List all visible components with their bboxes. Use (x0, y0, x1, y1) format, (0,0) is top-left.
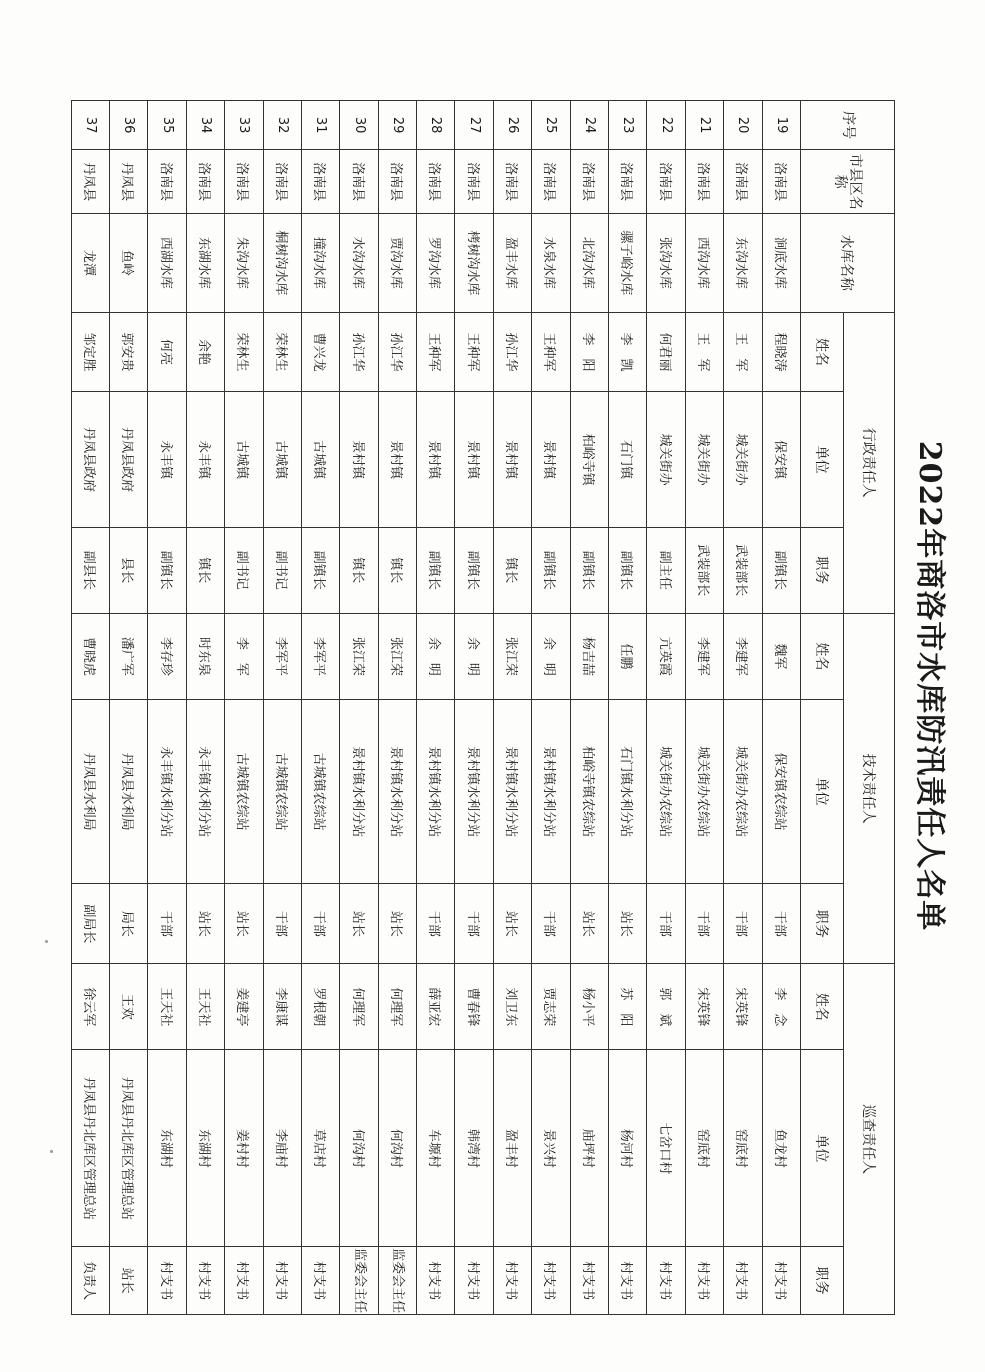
cell-patrol-position: 村支书 (455, 1247, 493, 1315)
cell-admin-position: 副镇长 (609, 527, 647, 613)
table-row (340, 101, 378, 1315)
cell-tech-unit: 古城镇农综站 (263, 699, 301, 883)
cell-seq: 22 (647, 101, 685, 150)
cell-reservoir: 东沟水库 (724, 214, 762, 312)
cell-patrol-name: 王天社 (186, 964, 224, 1050)
cell-patrol-name: 李 念 (762, 964, 800, 1050)
cell-admin-name: 孙江华 (378, 312, 416, 392)
cell-admin-name: 王种军 (417, 312, 455, 392)
cell-patrol-name: 姜建亭 (225, 964, 263, 1050)
table-row (263, 101, 301, 1315)
cell-patrol-unit: 东湖村 (148, 1050, 186, 1247)
cell-tech-unit: 景村镇水利分站 (378, 699, 416, 883)
header-tech-group: 技术责任人 (844, 613, 895, 964)
header-patrol-position: 职务 (801, 1247, 844, 1315)
cell-tech-name: 张江荣 (340, 613, 378, 699)
cell-patrol-unit: 盈丰村 (493, 1050, 531, 1247)
cell-admin-position: 副主任 (647, 527, 685, 613)
cell-patrol-unit: 窑底村 (724, 1050, 762, 1247)
cell-admin-name: 曹兴龙 (301, 312, 339, 392)
cell-tech-name: 张江荣 (493, 613, 531, 699)
cell-admin-unit: 保安镇 (762, 392, 800, 527)
cell-tech-unit: 柏峪寺镇农综站 (570, 699, 608, 883)
cell-reservoir: 东湖水库 (186, 214, 224, 312)
cell-patrol-unit: 杨河村 (609, 1050, 647, 1247)
cell-tech-unit: 景村镇水利分站 (532, 699, 570, 883)
cell-admin-name: 郭安贵 (109, 312, 147, 392)
cell-tech-unit: 城关街办农综站 (685, 699, 723, 883)
table-row (762, 101, 800, 1315)
cell-admin-name: 程晓涛 (762, 312, 800, 392)
cell-reservoir: 涧底水库 (762, 214, 800, 312)
cell-county: 洛南县 (301, 150, 339, 214)
responsibility-table (71, 100, 895, 1315)
cell-admin-position: 镇长 (186, 527, 224, 613)
cell-seq: 36 (109, 101, 147, 150)
cell-admin-position: 副镇长 (417, 527, 455, 613)
cell-tech-name: 余 明 (532, 613, 570, 699)
cell-tech-position: 站长 (340, 884, 378, 964)
cell-admin-unit: 景村镇 (340, 392, 378, 527)
cell-seq: 25 (532, 101, 570, 150)
cell-county: 丹凤县 (109, 150, 147, 214)
cell-admin-unit: 景村镇 (532, 392, 570, 527)
cell-patrol-position: 村支书 (609, 1247, 647, 1315)
table-row (186, 101, 224, 1315)
header-tech-name: 姓名 (801, 613, 844, 699)
cell-seq: 28 (417, 101, 455, 150)
cell-patrol-unit: 何沟村 (340, 1050, 378, 1247)
cell-tech-position: 站长 (225, 884, 263, 964)
cell-patrol-name: 曹春锋 (455, 964, 493, 1050)
table-row (647, 101, 685, 1315)
cell-tech-unit: 丹凤县水利局 (109, 699, 147, 883)
cell-admin-position: 副镇长 (762, 527, 800, 613)
cell-seq: 32 (263, 101, 301, 150)
table-row (109, 101, 147, 1315)
cell-county: 洛南县 (378, 150, 416, 214)
cell-admin-position: 副镇长 (455, 527, 493, 613)
cell-tech-name: 李军平 (301, 613, 339, 699)
cell-admin-position: 镇长 (378, 527, 416, 613)
cell-tech-position: 局长 (109, 884, 147, 964)
cell-admin-position: 武装部长 (685, 527, 723, 613)
cell-patrol-unit: 车塬村 (417, 1050, 455, 1247)
header-admin-group: 行政责任人 (844, 312, 895, 613)
header-tech-position: 职务 (801, 884, 844, 964)
table-row (71, 101, 109, 1315)
cell-patrol-name: 何理军 (378, 964, 416, 1050)
table-row (570, 101, 608, 1315)
table-row (493, 101, 531, 1315)
cell-tech-position: 干部 (685, 884, 723, 964)
cell-seq: 31 (301, 101, 339, 150)
cell-tech-name: 任鹏 (609, 613, 647, 699)
cell-tech-position: 站长 (186, 884, 224, 964)
cell-tech-unit: 景村镇水利分站 (493, 699, 531, 883)
cell-county: 洛南县 (455, 150, 493, 214)
cell-seq: 21 (685, 101, 723, 150)
cell-seq: 19 (762, 101, 800, 150)
cell-patrol-name: 宋英锋 (685, 964, 723, 1050)
cell-tech-unit: 丹凤县水利局 (71, 699, 109, 883)
cell-reservoir: 西沟水库 (685, 214, 723, 312)
cell-patrol-unit: 七岔口村 (647, 1050, 685, 1247)
cell-tech-name: 亢英霞 (647, 613, 685, 699)
cell-admin-unit: 城关街办 (685, 392, 723, 527)
cell-reservoir: 张沟水库 (647, 214, 685, 312)
cell-tech-unit: 保安镇农综站 (762, 699, 800, 883)
table-row (378, 101, 416, 1315)
cell-admin-unit: 城关街办 (647, 392, 685, 527)
cell-patrol-position: 监委会主任 (378, 1247, 416, 1315)
cell-tech-position: 干部 (455, 884, 493, 964)
cell-tech-unit: 景村镇水利分站 (417, 699, 455, 883)
cell-admin-name: 王种军 (455, 312, 493, 392)
header-patrol-name: 姓名 (801, 964, 844, 1050)
header-county: 市县区名称 (801, 150, 895, 214)
cell-tech-position: 干部 (724, 884, 762, 964)
cell-admin-unit: 景村镇 (493, 392, 531, 527)
cell-admin-unit: 城关街办 (724, 392, 762, 527)
cell-tech-name: 曹晓虎 (71, 613, 109, 699)
cell-tech-unit: 永丰镇水利分站 (148, 699, 186, 883)
cell-reservoir: 撞沟水库 (301, 214, 339, 312)
cell-admin-position: 镇长 (493, 527, 531, 613)
cell-admin-unit: 丹凤县政府 (71, 392, 109, 527)
cell-tech-name: 时东泉 (186, 613, 224, 699)
header-reservoir: 水库名称 (801, 214, 895, 312)
cell-patrol-position: 负责人 (71, 1247, 109, 1315)
table-row (609, 101, 647, 1315)
cell-admin-unit: 柏峪寺镇 (570, 392, 608, 527)
cell-seq: 26 (493, 101, 531, 150)
cell-patrol-unit: 东湖村 (186, 1050, 224, 1247)
cell-patrol-position: 村支书 (762, 1247, 800, 1315)
cell-county: 洛南县 (148, 150, 186, 214)
cell-patrol-name: 罗根朝 (301, 964, 339, 1050)
cell-seq: 20 (724, 101, 762, 150)
cell-seq: 23 (609, 101, 647, 150)
cell-tech-name: 李军平 (263, 613, 301, 699)
cell-admin-position: 副书记 (263, 527, 301, 613)
cell-patrol-name: 何理军 (340, 964, 378, 1050)
cell-reservoir: 西湖水库 (148, 214, 186, 312)
table-row (148, 101, 186, 1315)
cell-reservoir: 鱼岭 (109, 214, 147, 312)
cell-patrol-name: 刘卫东 (493, 964, 531, 1050)
cell-patrol-position: 村支书 (301, 1247, 339, 1315)
cell-county: 洛南县 (724, 150, 762, 214)
cell-reservoir: 朱沟水库 (225, 214, 263, 312)
cell-admin-position: 副镇长 (570, 527, 608, 613)
cell-tech-unit: 古城镇农综站 (301, 699, 339, 883)
cell-tech-unit: 景村镇水利分站 (340, 699, 378, 883)
table-row (532, 101, 570, 1315)
cell-tech-unit: 古城镇农综站 (225, 699, 263, 883)
header-row-group (844, 101, 895, 1315)
cell-seq: 33 (225, 101, 263, 150)
cell-tech-position: 站长 (609, 884, 647, 964)
cell-admin-unit: 景村镇 (417, 392, 455, 527)
cell-admin-name: 荣林生 (225, 312, 263, 392)
table-row (301, 101, 339, 1315)
cell-patrol-unit: 姜村村 (225, 1050, 263, 1247)
cell-reservoir: 桐树沟水库 (263, 214, 301, 312)
cell-reservoir: 栲树沟水库 (455, 214, 493, 312)
cell-patrol-position: 村支书 (263, 1247, 301, 1315)
cell-patrol-unit: 丹凤县丹北库区管理总站 (71, 1050, 109, 1247)
cell-admin-unit: 永丰镇 (186, 392, 224, 527)
cell-patrol-name: 王天社 (148, 964, 186, 1050)
cell-patrol-position: 村支书 (647, 1247, 685, 1315)
cell-patrol-name: 王欢 (109, 964, 147, 1050)
cell-patrol-position: 村支书 (724, 1247, 762, 1315)
cell-patrol-position: 村支书 (532, 1247, 570, 1315)
cell-tech-name: 张江荣 (378, 613, 416, 699)
cell-admin-position: 副镇长 (532, 527, 570, 613)
header-patrol-unit: 单位 (801, 1050, 844, 1247)
cell-admin-name: 余艳 (186, 312, 224, 392)
cell-patrol-name: 李康谋 (263, 964, 301, 1050)
cell-admin-position: 武装部长 (724, 527, 762, 613)
cell-county: 洛南县 (186, 150, 224, 214)
table-row (417, 101, 455, 1315)
cell-admin-unit: 古城镇 (301, 392, 339, 527)
table-row (455, 101, 493, 1315)
cell-patrol-name: 郭 斌 (647, 964, 685, 1050)
cell-patrol-name: 徐云军 (71, 964, 109, 1050)
cell-tech-position: 干部 (647, 884, 685, 964)
cell-patrol-position: 村支书 (148, 1247, 186, 1315)
cell-reservoir: 龙潭 (71, 214, 109, 312)
cell-tech-unit: 石门镇水利分站 (609, 699, 647, 883)
cell-admin-unit: 景村镇 (455, 392, 493, 527)
cell-admin-position: 副镇长 (148, 527, 186, 613)
header-admin-position: 职务 (801, 527, 844, 613)
cell-patrol-position: 村支书 (225, 1247, 263, 1315)
cell-patrol-unit: 鱼龙村 (762, 1050, 800, 1247)
cell-tech-name: 李建军 (685, 613, 723, 699)
table-body (71, 101, 800, 1315)
cell-admin-position: 副书记 (225, 527, 263, 613)
cell-tech-position: 站长 (570, 884, 608, 964)
cell-tech-name: 余 明 (455, 613, 493, 699)
cell-tech-name: 李建军 (724, 613, 762, 699)
cell-admin-name: 邹定胜 (71, 312, 109, 392)
cell-tech-position: 干部 (301, 884, 339, 964)
cell-patrol-name: 杨小平 (570, 964, 608, 1050)
cell-tech-name: 余 明 (417, 613, 455, 699)
cell-tech-position: 干部 (532, 884, 570, 964)
cell-admin-name: 孙江华 (340, 312, 378, 392)
cell-county: 洛南县 (225, 150, 263, 214)
cell-seq: 24 (570, 101, 608, 150)
cell-seq: 29 (378, 101, 416, 150)
table-row (724, 101, 762, 1315)
cell-reservoir: 北沟水库 (570, 214, 608, 312)
document-title: 2022年商洛市水库防汛责任人名单 (912, 440, 947, 932)
cell-seq: 30 (340, 101, 378, 150)
cell-tech-position: 干部 (762, 884, 800, 964)
cell-patrol-unit: 丹凤县丹北库区管理总站 (109, 1050, 147, 1247)
cell-reservoir: 盈丰水库 (493, 214, 531, 312)
cell-county: 洛南县 (340, 150, 378, 214)
table-row (685, 101, 723, 1315)
cell-admin-position: 副镇长 (301, 527, 339, 613)
cell-tech-unit: 城关街办农综站 (647, 699, 685, 883)
cell-county: 洛南县 (609, 150, 647, 214)
cell-admin-name: 李 阳 (570, 312, 608, 392)
cell-patrol-position: 村支书 (417, 1247, 455, 1315)
cell-county: 洛南县 (647, 150, 685, 214)
header-patrol-group: 巡查责任人 (844, 964, 895, 1315)
cell-patrol-position: 村支书 (570, 1247, 608, 1315)
cell-tech-unit: 永丰镇水利分站 (186, 699, 224, 883)
cell-tech-unit: 景村镇水利分站 (455, 699, 493, 883)
header-tech-unit: 单位 (801, 699, 844, 883)
cell-reservoir: 水泉水库 (532, 214, 570, 312)
cell-admin-position: 副县长 (71, 527, 109, 613)
cell-admin-name: 王种军 (532, 312, 570, 392)
cell-patrol-unit: 窑底村 (685, 1050, 723, 1247)
cell-patrol-unit: 韩湾村 (455, 1050, 493, 1247)
cell-county: 洛南县 (417, 150, 455, 214)
cell-tech-name: 李存珍 (148, 613, 186, 699)
cell-admin-unit: 丹凤县政府 (109, 392, 147, 527)
table-wrapper (71, 100, 895, 1315)
cell-county: 洛南县 (762, 150, 800, 214)
cell-admin-name: 李 凯 (609, 312, 647, 392)
cell-patrol-name: 薛亚宏 (417, 964, 455, 1050)
cell-tech-position: 站长 (378, 884, 416, 964)
cell-seq: 35 (148, 101, 186, 150)
cell-tech-position: 干部 (148, 884, 186, 964)
cell-admin-unit: 景村镇 (378, 392, 416, 527)
cell-patrol-unit: 草店村 (301, 1050, 339, 1247)
cell-admin-name: 王 军 (724, 312, 762, 392)
cell-county: 洛南县 (532, 150, 570, 214)
cell-admin-name: 何亮 (148, 312, 186, 392)
cell-county: 洛南县 (570, 150, 608, 214)
cell-tech-name: 潘广军 (109, 613, 147, 699)
cell-patrol-name: 宋英锋 (724, 964, 762, 1050)
cell-seq: 37 (71, 101, 109, 150)
cell-tech-unit: 城关街办农综站 (724, 699, 762, 883)
cell-patrol-position: 站长 (109, 1247, 147, 1315)
cell-patrol-unit: 景兴村 (532, 1050, 570, 1247)
cell-county: 丹凤县 (71, 150, 109, 214)
cell-admin-name: 孙江华 (493, 312, 531, 392)
cell-admin-unit: 永丰镇 (148, 392, 186, 527)
cell-reservoir: 贾沟水库 (378, 214, 416, 312)
cell-admin-unit: 古城镇 (225, 392, 263, 527)
cell-seq: 34 (186, 101, 224, 150)
cell-patrol-position: 村支书 (186, 1247, 224, 1315)
cell-tech-name: 杨吉喆 (570, 613, 608, 699)
cell-tech-position: 副局长 (71, 884, 109, 964)
cell-tech-position: 站长 (493, 884, 531, 964)
cell-patrol-position: 监委会主任 (340, 1247, 378, 1315)
cell-seq: 27 (455, 101, 493, 150)
cell-patrol-position: 村支书 (685, 1247, 723, 1315)
cell-admin-unit: 古城镇 (263, 392, 301, 527)
header-admin-unit: 单位 (801, 392, 844, 527)
cell-reservoir: 罗沟水库 (417, 214, 455, 312)
cell-tech-name: 李 军 (225, 613, 263, 699)
cell-county: 洛南县 (493, 150, 531, 214)
cell-tech-name: 魏军 (762, 613, 800, 699)
cell-admin-name: 王 军 (685, 312, 723, 392)
cell-admin-name: 荣林生 (263, 312, 301, 392)
cell-tech-position: 干部 (417, 884, 455, 964)
cell-patrol-unit: 李庙村 (263, 1050, 301, 1247)
cell-patrol-name: 苏 阳 (609, 964, 647, 1050)
cell-patrol-position: 村支书 (493, 1247, 531, 1315)
cell-admin-unit: 石门镇 (609, 392, 647, 527)
cell-county: 洛南县 (263, 150, 301, 214)
header-admin-name: 姓名 (801, 312, 844, 392)
cell-patrol-name: 贾志荣 (532, 964, 570, 1050)
cell-admin-position: 镇长 (340, 527, 378, 613)
cell-patrol-unit: 何沟村 (378, 1050, 416, 1247)
cell-tech-position: 干部 (263, 884, 301, 964)
header-seq: 序号 (801, 101, 895, 150)
cell-county: 洛南县 (685, 150, 723, 214)
cell-admin-position: 县长 (109, 527, 147, 613)
cell-patrol-unit: 庙坪村 (570, 1050, 608, 1247)
cell-reservoir: 水沟水库 (340, 214, 378, 312)
table-row (225, 101, 263, 1315)
cell-reservoir: 骡子峪水库 (609, 214, 647, 312)
cell-admin-name: 何君丽 (647, 312, 685, 392)
